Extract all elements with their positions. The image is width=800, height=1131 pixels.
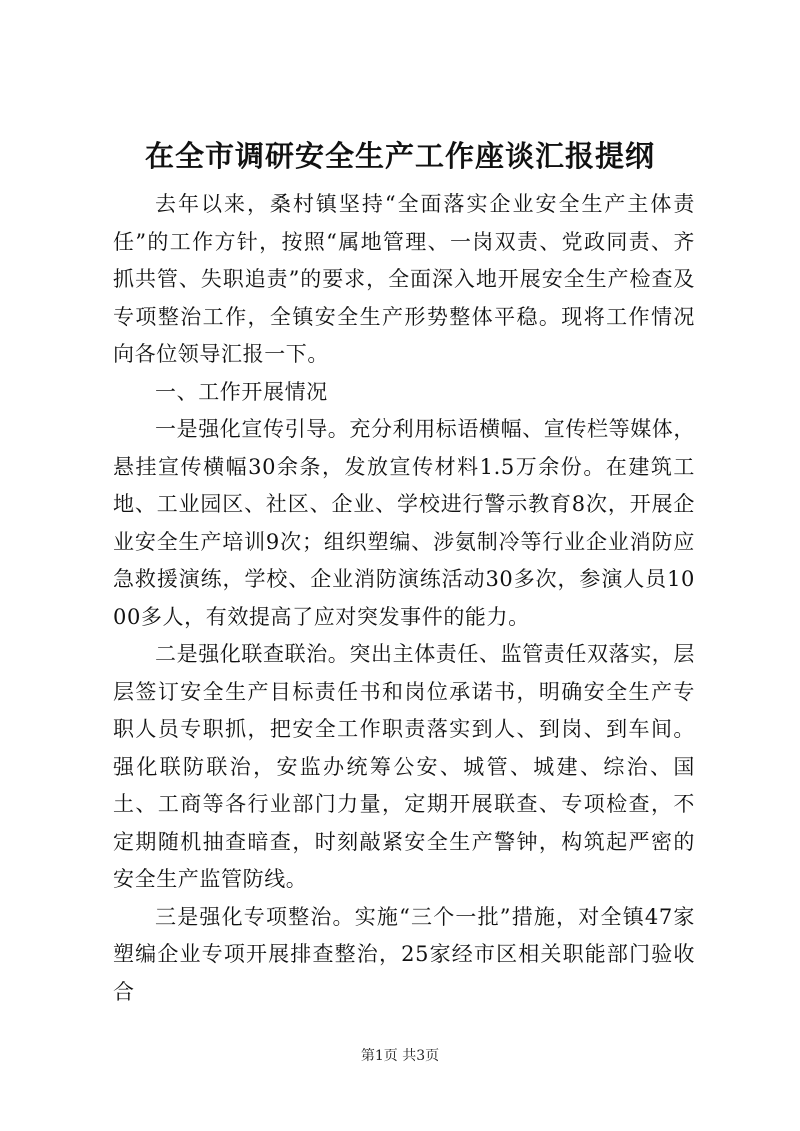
- paragraph-special-rectification: 三是强化专项整治。实施“三个一批”措施，对全镇47家塑编企业专项开展排查整治，25家经市区相关职能部门验收合: [113, 904, 695, 1004]
- section-heading: 一、工作开展情况: [155, 379, 328, 404]
- document-body: [113, 186, 695, 1011]
- page-number-footer: 第1页 共3页: [360, 1048, 440, 1064]
- paragraph-intro: 去年以来，桑村镇坚持“全面落实企业安全生产主体责任”的工作方针，按照“属地管理、一岗双责、党政同责、齐抓共管、失职追责”的要求，全面深入地开展安全生产检查及专项整治工作，全镇安全生产形势整体平稳。现将工作情况向各位领导汇报一下。: [113, 192, 695, 366]
- paragraph-joint-inspection: 二是强化联查联治。突出主体责任、监管责任双落实，层层签订安全生产目标责任书和岗位承诺书，明确安全生产专职人员专职抓，把安全工作职责落实到人、到岗、到车间。强化联防联治，安监办统筹公安、城管、城建、综治、国土、工商等各行业部门力量，定期开展联查、专项检查，不定期随机抽查暗查，时刻敲紧安全生产警钟，构筑起严密的安全生产监管防线。: [113, 642, 695, 891]
- paragraph-publicity: 一是强化宣传引导。充分利用标语横幅、宣传栏等媒体，悬挂宣传横幅30余条，发放宣传材料1.5万余份。在建筑工地、工业园区、社区、企业、学校进行警示教育8次，开展企业安全生产培训9次；组织塑编、涉氨制冷等行业企业消防应急救援演练，学校、企业消防演练活动30多次，参演人员1000多人，有效提高了应对突发事件的能力。: [113, 417, 695, 629]
- document-title: 在全市调研安全生产工作座谈汇报提纲: [144, 139, 655, 173]
